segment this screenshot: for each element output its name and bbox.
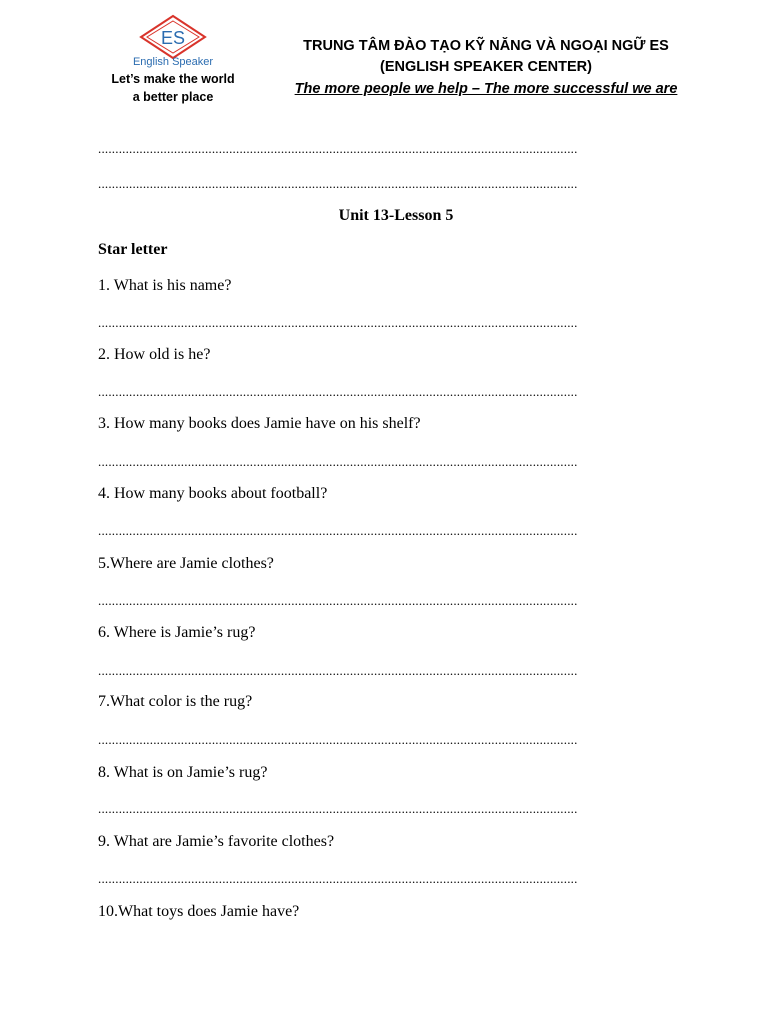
answer-line-8: ...........................................................................................................................................: [98, 801, 578, 816]
logo: [100, 14, 246, 106]
answer-line: ...........................................................................................................................................: [98, 141, 578, 156]
question-6: 6. Where is Jamie’s rug?: [98, 624, 256, 641]
answer-line-2: ...........................................................................................................................................: [98, 384, 578, 399]
answer-line-6: ...........................................................................................................................................: [98, 663, 578, 678]
answer-line: ...........................................................................................................................................: [98, 176, 578, 191]
answer-line-4: ...........................................................................................................................................: [98, 523, 578, 538]
section-title: Star letter: [98, 241, 168, 258]
question-1: 1. What is his name?: [98, 277, 232, 294]
question-3: 3. How many books does Jamie have on his shelf?: [98, 415, 421, 432]
question-9: 9. What are Jamie’s favorite clothes?: [98, 833, 335, 850]
question-2: 2. How old is he?: [98, 346, 211, 363]
question-7: 7.What color is the rug?: [98, 693, 253, 710]
answer-line-7: ...........................................................................................................................................: [98, 732, 578, 747]
header-slogan: The more people we help – The more successful we are: [294, 81, 678, 97]
logo-tagline-line1: Let’s make the world: [111, 72, 235, 86]
answer-line-9: ...........................................................................................................................................: [98, 871, 578, 886]
question-8: 8. What is on Jamie’s rug?: [98, 764, 268, 781]
answer-line-1: ...........................................................................................................................................: [98, 315, 578, 330]
header-center-english-name: (ENGLISH SPEAKER CENTER): [380, 59, 592, 75]
question-4: 4. How many books about football?: [98, 485, 328, 502]
question-5: 5.Where are Jamie clothes?: [98, 555, 274, 572]
center-header: [268, 36, 704, 100]
logo-tagline-line2: a better place: [132, 90, 214, 104]
question-10: 10.What toys does Jamie have?: [98, 903, 300, 920]
header-center-name: TRUNG TÂM ĐÀO TẠO KỸ NĂNG VÀ NGOẠI NGỮ ES: [303, 38, 669, 54]
logo-mark: ES: [160, 28, 186, 48]
logo-brand: English Speaker: [132, 56, 214, 68]
es-logo-icon: [138, 14, 208, 62]
answer-line-3: ...........................................................................................................................................: [98, 454, 578, 469]
page-title: Unit 13-Lesson 5: [338, 207, 454, 224]
answer-line-5: ...........................................................................................................................................: [98, 593, 578, 608]
